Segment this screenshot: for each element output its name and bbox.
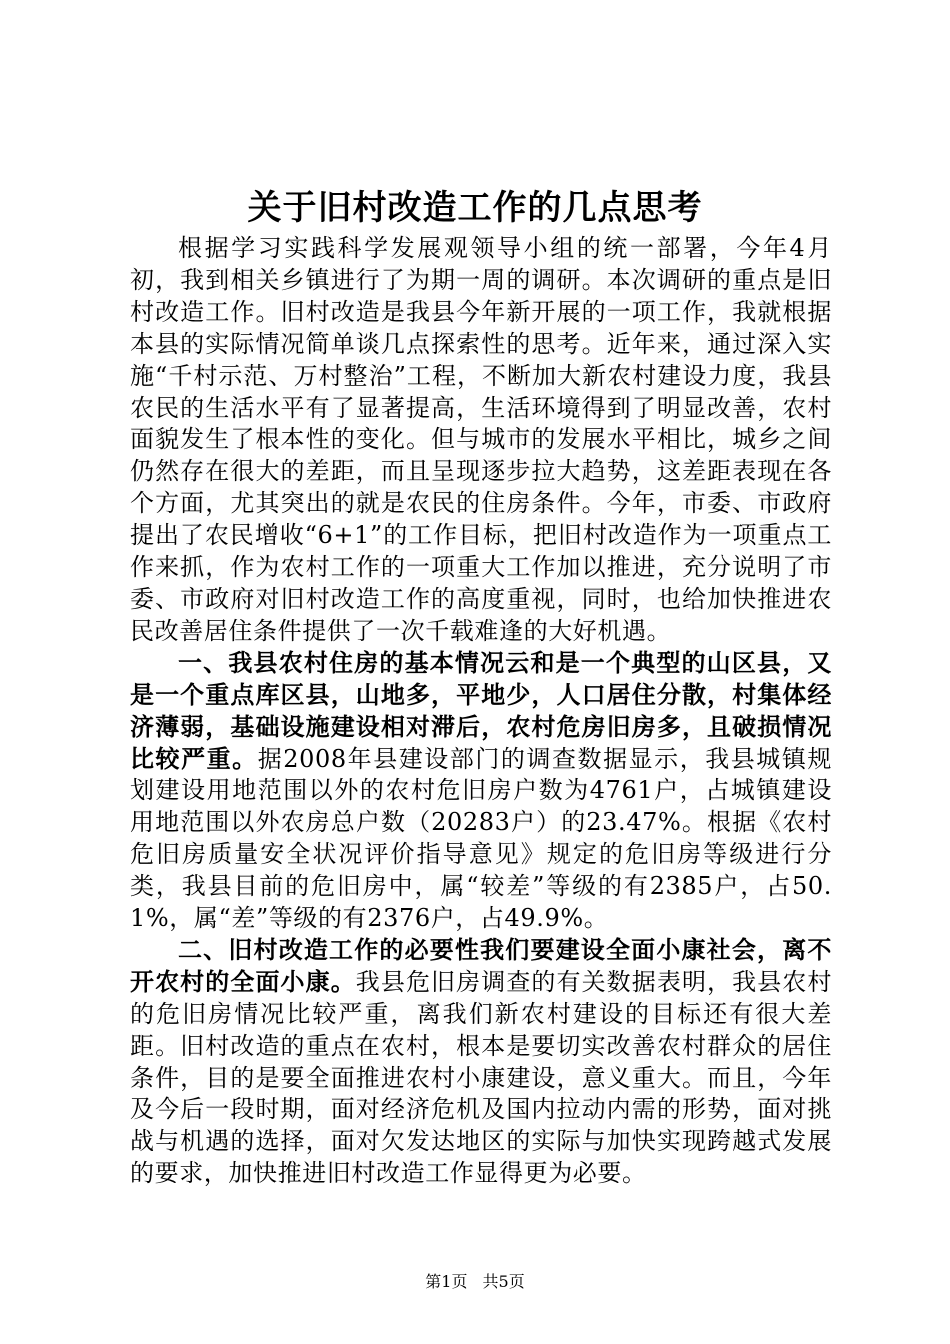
page-footer	[0, 1271, 950, 1293]
page-number: 第1页	[425, 1272, 468, 1291]
paragraph-text: 根据学习实践科学发展观领导小组的统一部署，今年4月初，我到相关乡镇进行了为期一周的调研。本次调研的重点是旧村改造工作。旧村改造是我县今年新开展的一项工作，我就根据本县的实际情况简单谈几点探索性的思考。近年来，通过深入实施“千村示范、万村整治”工程，不断加大新农村建设力度，我县农民的生活水平有了显著提高，生活环境得到了明显改善，农村面貌发生了根本性的变化。但与城市的发展水平相比，城乡之间仍然存在很大的差距，而且呈现逐步拉大趋势，这差距表现在各个方面，尤其突出的就是农民的住房条件。今年，市委、市政府提出了农民增收“6+1”的工作目标，把旧村改造作为一项重点工作来抓，作为农村工作的一项重大工作加以推进，充分说明了市委、市政府对旧村改造工作的高度重视，同时，也给加快推进农民改善居住条件提供了一次千载难逢的大好机遇。	[130, 234, 832, 645]
paragraph-text: 我县危旧房调查的有关数据表明，我县农村的危旧房情况比较严重，离我们新农村建设的目标还有很大差距。旧村改造的重点在农村，根本是要切实改善农村群众的居住条件，目的是要全面推进农村小康建设，意义重大。而且，今年及今后一段时期，面对经济危机及国内拉动内需的形势，面对挑战与机遇的选择，面对欠发达地区的实际与加快实现跨越式发展的要求，加快推进旧村改造工作显得更为必要。	[130, 967, 832, 1188]
document-title: 关于旧村改造工作的几点思考	[247, 188, 703, 228]
paragraph-section-2	[130, 935, 832, 1190]
paragraph-intro	[130, 233, 832, 648]
section-heading: 二、旧村改造工作的必要性我们要建设全面小康社会，离不开农村的全面小康。	[130, 935, 832, 996]
paragraph-section-1	[130, 648, 832, 935]
paragraph-text: 据2008年县建设部门的调查数据显示，我县城镇规划建设用地范围以外的农村危旧房户数为4761户，占城镇建设用地范围以外农房总户数（20283户）的23.47%。根据《农村危旧房质量安全状况评价指导意见》规定的危旧房等级进行分类，我县目前的危旧房中，属“较差”等级的有2385户，占50.1%，属“差”等级的有2376户，占49.9%。	[130, 744, 832, 933]
page-total: 共5页	[482, 1272, 525, 1291]
section-heading: 一、我县农村住房的基本情况云和是一个典型的山区县，又是一个重点库区县，山地多，平地少，人口居住分散，村集体经济薄弱，基础设施建设相对滞后，农村危房旧房多，且破损情况比较严重。	[130, 648, 832, 773]
document-body	[130, 233, 832, 1190]
